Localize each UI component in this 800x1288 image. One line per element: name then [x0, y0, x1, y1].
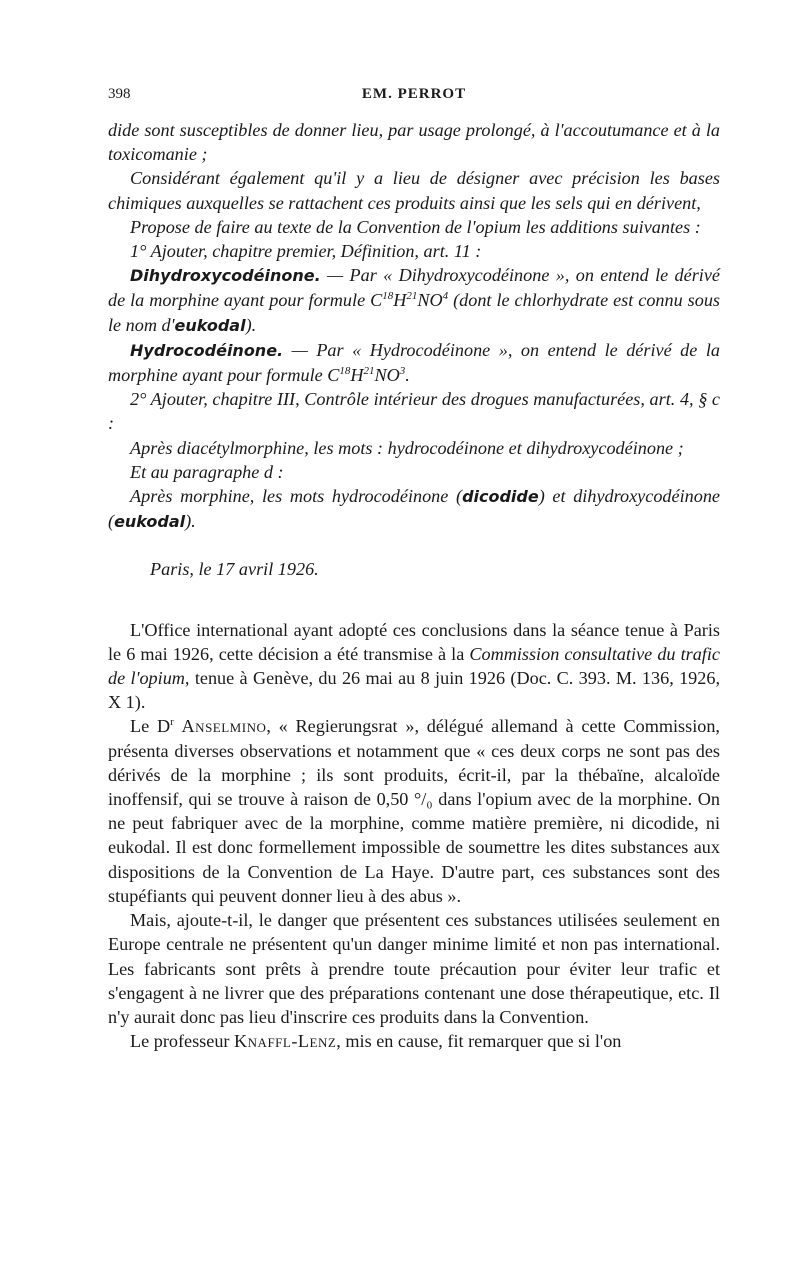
- proposal-line-2: Considérant également qu'il y a lieu de désigner avec précision les bases chimiques auxquelles se rattachent ces produits ainsi que les sels qui en dérivent,: [108, 168, 720, 213]
- proposal-line-6: Après diacétylmorphine, les mots : hydrocodéinone et dihydroxycodéinone ;: [130, 437, 684, 458]
- paragraph-office-international: L'Office international ayant adopté ces conclusions dans la séance tenue à Paris le 6 mai 1926, cette décision a été transmise à la Commission consultative du trafic de l'opium, tenue à Genève, du 26 mai au 8 juin 1926 (Doc. C. 393. M. 136, 1926, X 1).: [108, 619, 721, 713]
- paragraph-anselmino: Le $D^r$ Anselmino, « Regierungsrat », délégué allemand à cette Commission, présenta diverses observations et notamment que « ces deux corps ne sont pas des dérivés de la morphine ; ils sont produits, écrit-il, par la thébaïne, alcaloïde inoffensif, qui se trouve à raison de 0,50 °/₀ dans l'opium avec de la morphine. On ne peut fabriquer avec de la morphine, comme matière première, ni dicodide, ni eukodal. Il est donc formellement impossible de soumettre les dites substances aux dispositions de la Convention de La Haye. D'autre part, ces substances sont des stupéfiants qui peuvent donner lieu à des abus ».: [108, 716, 720, 906]
- body-text: [108, 118, 720, 1053]
- page-number: 398: [108, 86, 131, 102]
- proposal-line-8: Après morphine, les mots hydrocodéinone (dicodide) et dihydroxycodéinone (eukodal).: [108, 486, 720, 532]
- proposal-block: [108, 118, 720, 582]
- person-anselmino: Anselmino: [181, 716, 267, 737]
- proposal-line-7: Et au paragraphe d :: [130, 461, 284, 482]
- proposal-line-5: 2° Ajouter, chapitre III, Contrôle intérieur des drogues manufacturées, art. 4, § c :: [108, 389, 720, 434]
- term-dihydroxycodeinone: Dihydroxycodéinone.: [130, 266, 321, 286]
- proposal-line-1: dide sont susceptibles de donner lieu, par usage prolongé, à l'accoutumance et à la toxicomanie ;: [108, 120, 720, 165]
- term-eukodal-2: eukodal: [114, 512, 186, 532]
- definition-hydrocodeinone: Hydrocodéinone. — Par « Hydrocodéinone », on entend le dérivé de la morphine ayant pour formule $C^{18}H^{21}NO^3$.: [108, 339, 720, 386]
- paragraph-knaffl-lenz: Le professeur Knaffl-Lenz, mis en cause, fit remarquer que si l'on: [130, 1031, 622, 1052]
- signature-date: Paris, le 17 avril 1926.: [150, 559, 319, 580]
- term-dicodide: dicodide: [462, 487, 539, 507]
- term-hydrocodeinone: Hydrocodéinone.: [130, 340, 284, 360]
- definition-dihydroxycodeinone: Dihydroxycodéinone. — Par « Dihydroxycodéinone », on entend le dérivé de la morphine ayant pour formule $C^{18}H^{21}NO^4$ (dont le chlorhydrate est connu sous le nom d'eukodal).: [108, 265, 720, 335]
- page-header: [108, 86, 720, 110]
- proposal-line-3: Propose de faire au texte de la Convention de l'opium les additions suivantes :: [130, 216, 701, 237]
- proposal-line-4: 1° Ajouter, chapitre premier, Définition, art. 11 :: [130, 241, 482, 262]
- person-knaffl-lenz: Knaffl-Lenz: [234, 1031, 337, 1052]
- term-eukodal: eukodal: [174, 315, 246, 335]
- paragraph-danger: Mais, ajoute-t-il, le danger que présentent ces substances utilisées seulement en Europe centrale ne présentent qu'un danger minime limité et non pas international. Les fabricants sont prêts à prendre toute précaution pour éviter leur trafic et s'engagent à ne livrer que des préparations contenant une dose thérapeutique, etc. Il n'y aurait donc pas lieu d'inscrire ces produits dans la Convention.: [108, 910, 720, 1027]
- commission-name: Commission consultative du trafic de l'opium,: [108, 643, 720, 689]
- running-head: EM. PERROT: [361, 86, 467, 102]
